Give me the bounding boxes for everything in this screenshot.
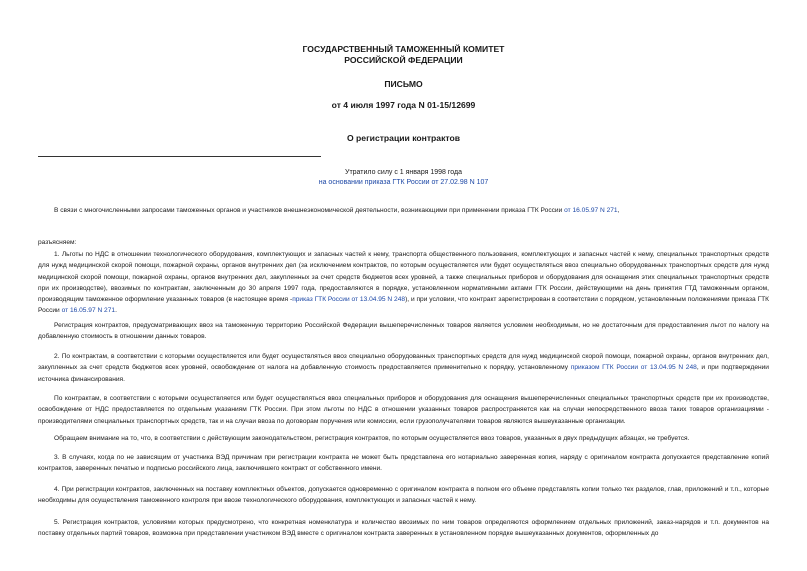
document-date-number: от 4 июля 1997 года N 01-15/12699 (331, 100, 476, 110)
paragraph-1-mid: ), и при условии, что контракт зарегистрирован в соответствии с порядком, установленным положениями приказа ГТК России (38, 296, 769, 315)
header-divider (38, 156, 321, 157)
paragraph-1 (38, 249, 769, 317)
status-note: Утратило силу с 1 января 1998 года (345, 169, 462, 176)
order-248-link-2[interactable]: приказом ГТК России от 13.04.95 N 248 (570, 364, 697, 372)
paragraph-1-text: 1. Льготы по НДС в отношении технологического оборудования, комплектующих и запасных частей к нему, транспорта общественного пользования, комплектующих и запасных частей к нему, специальных транспортных средств для нужд медицинской скорой помощи, пожарной охраны, органов внутренних дел (за исключением контрактов, по которым осуществляется или будет осуществляться ввоз специально оборудованных транспортных средств для нужд медицинской скорой помощи, пожарной охраны, органов внутренних дел, закупленных за счет средств бюджетов всех уровней, а также специальных приборов и оборудования для оснащения этих специальных транспортных средств при их производстве), ввозимых по контрактам, заключенным до 30 апреля 1997 года, предоставляются в порядке, установленном нормативными актами ГТК России, действующими на день принятия ГТД таможенным органом, производящим таможенное оформление указанных товаров (в настоящее время - (38, 251, 769, 304)
explain-line: разъясняем: (38, 239, 77, 246)
order-248-link[interactable]: приказ ГТК России от 13.04.95 N 248 (292, 296, 406, 304)
paragraph-7: 4. При регистрации контрактов, заключенных на поставку комплектных объектов, допускается одновременно с оригиналом контракта в полном его объеме представлять копии только тех разделов, глав, приложений и т.п., которые необходимы для осуществления таможенного контроля при ввозе технологического оборудования, комплектующих и запасных частей к нему. (38, 486, 769, 505)
paragraph-4: По контрактам, в соответствии с которыми осуществляется или будет осуществляться ввоз специальных приборов и оборудования для оснащения вышеперечисленных специальных транспортных средств при их производстве, освобождение от НДС предоставляется по отдельным указаниям ГТК России. При этом льготы по НДС в отношении указанных товаров распространяется как на случаи непосредственного ввоза таких товаров организациями - производителями специальных транспортных средств, так и на случаи ввоза по договорам поручения или комиссии, если грузополучателями товаров являются вышеуказанные организации. (38, 395, 769, 425)
paragraph-8: 5. Регистрация контрактов, условиями которых предусмотрено, что конкретная номенклатура и количество ввозимых по ним товаров определяются оформлением отдельных приложений, заказ-нарядов и т.п. документов на поставку отдельных партий товаров, возможна при представлении участником ВЭД вместе с оригиналом контракта заверенных в установленном порядке вышеуказанных документов, оформленных до (38, 519, 769, 538)
paragraph-2: Регистрация контрактов, предусматривающих ввоз на таможенную территорию Российской Федерации вышеперечисленных товаров является условием необходимым, но не достаточным для предоставления льгот по налогу на добавленную стоимость в отношении данных товаров. (38, 322, 769, 341)
paragraph-3-text: 2. По контрактам, в соответствии с которыми осуществляется или будет осуществляться ввоз специально оборудованных транспортных средств для нужд медицинской скорой помощи, пожарной охраны, органов внутренних дел, закупленных за счет средств бюджетов всех уровней, освобождение от налога на добавленную стоимость предоставляется применительно к порядку, установленному (38, 353, 769, 372)
order-271-link[interactable]: от 16.05.97 N 271 (564, 207, 618, 214)
intro-paragraph (38, 205, 769, 216)
order-271-link-2[interactable]: от 16.05.97 N 271 (61, 307, 116, 315)
paragraph-1-end: . (115, 307, 117, 315)
paragraph-5: Обращаем внимание на то, что, в соответствии с действующим законодательством, регистрация контрактов, по которым осуществляется ввоз товаров, указанных в двух предыдущих абзацах, не требуется. (54, 435, 690, 442)
intro-end: , (617, 207, 620, 214)
status-note-link[interactable]: на основании приказа ГТК России от 27.02.98 N 107 (318, 179, 489, 186)
document-title: О регистрации контрактов (346, 133, 460, 143)
paragraph-6: 3. В случаях, когда по не зависящим от участника ВЭД причинам при регистрации контракта не может быть представлена его нотариально заверенная копия, наряду с оригиналом контракта допускается представление копий контрактов, заверенных печатью и подписью российского лица, заключившего контракт от собственного имени. (38, 454, 769, 473)
paragraph-3-end: , и при подтверждении источника финансирования. (38, 364, 769, 383)
intro-text: В связи с многочисленными запросами таможенных органов и участников внешнеэкономической деятельности, возникающими при применении приказа ГТК России (54, 207, 563, 214)
paragraph-3 (38, 351, 769, 385)
document-type: ПИСЬМО (384, 79, 423, 89)
org-name-line1: ГОСУДАРСТВЕННЫЙ ТАМОЖЕННЫЙ КОМИТЕТ (302, 44, 505, 54)
org-name-line2: РОССИЙСКОЙ ФЕДЕРАЦИИ (344, 55, 463, 65)
